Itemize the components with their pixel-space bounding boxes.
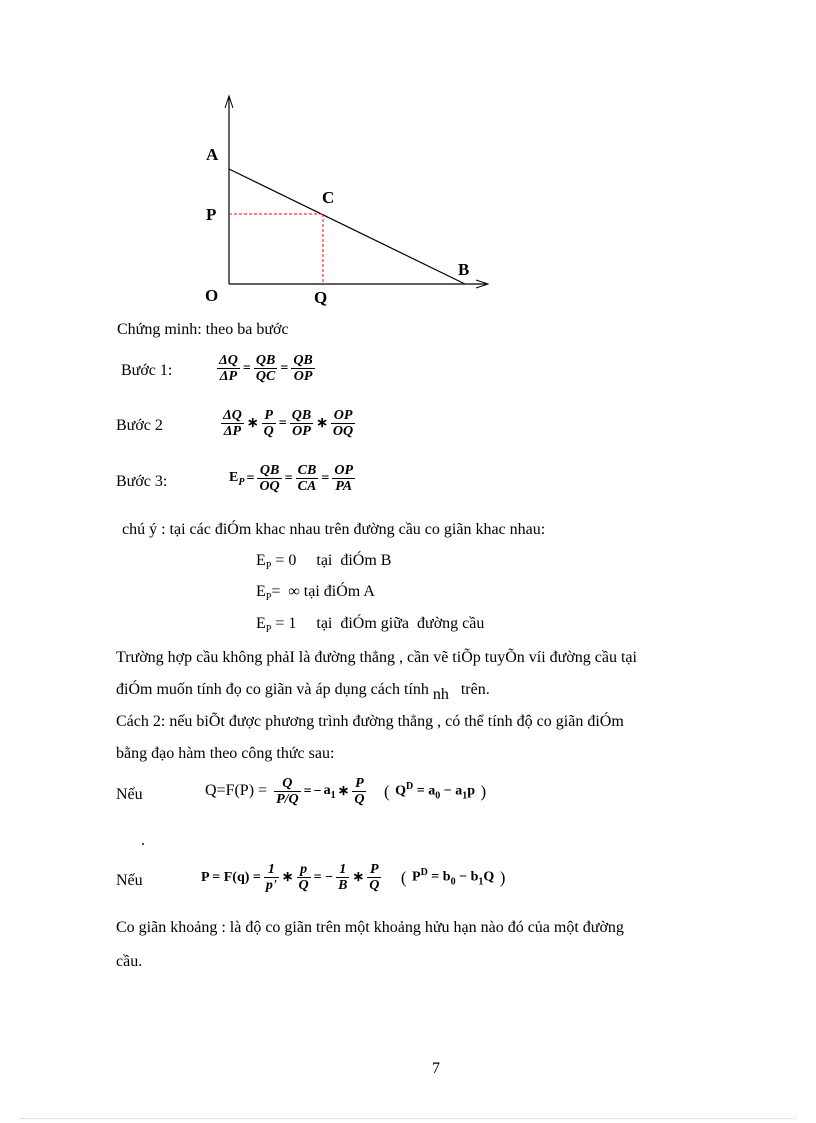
formula2-label: Nếu	[116, 872, 143, 889]
para1-line2: điÓm muốn tính đọ co giãn và áp dụng cách tính nh trên.	[116, 681, 490, 703]
separator-dot: .	[141, 832, 145, 849]
demand-graph	[200, 90, 500, 315]
label-Q: Q	[314, 288, 328, 307]
note-intro: chú ý : tại các điÓm khac nhau trên đường cầu co giãn khac nhau:	[122, 521, 546, 538]
para2-line1: Cách 2: nếu biÕt được phương trình đường thẳng , có thể tính độ co giãn điÓm	[116, 713, 624, 730]
label-O: O	[205, 286, 219, 305]
demand-line	[229, 169, 465, 284]
page-number: 7	[432, 1060, 440, 1077]
para1-line1: Trường hợp cầu không phảI là đường thẳng , cần vẽ tiÕp tuyÕn víi đường cầu tại	[116, 649, 637, 666]
step3-formula: $E_P$ = $\frac{QB}{OQ}$ = $\frac{CB}{CA}$ = $\frac{OP}{PA}$	[229, 463, 353, 494]
step1-label: Bước 1:	[121, 362, 173, 379]
footer-divider	[20, 1118, 796, 1119]
step3-label: Bước 3:	[116, 473, 168, 490]
para2-line2: bằng đạo hàm theo công thức sau:	[116, 745, 335, 762]
label-P: P	[206, 205, 217, 224]
para3-line1: Co giãn khoảng : là độ co giãn trên một khoảng hửu hạn nào đó của một đường	[116, 919, 624, 936]
label-B: B	[458, 260, 470, 279]
note-ep-infinity: $E_P=$ ∞ tại điÓm A	[256, 583, 375, 604]
label-C: C	[322, 188, 335, 207]
formula1-label: Nếu	[116, 786, 143, 803]
para3-line2: cầu.	[116, 953, 143, 970]
formula1: Q=F(P) = $\frac{Q}{P/Q}$ = − $a_1$ ∗ $\frac{P}{Q}$ ( $Q^D = a_0 - a_1p$ )	[205, 776, 487, 807]
note-ep-one: $E_P = 1$ tại điÓm giữa đường cầu	[256, 615, 485, 636]
formula2: P = F(q) = $\frac{1}{p'}$ ∗ $\frac{p}{Q}$ = − $\frac{1}{B}$ ∗ $\frac{P}{Q}$ ( $P^D = b_0 - b_1Q$ )	[201, 862, 506, 893]
step2-label: Bước 2	[116, 417, 163, 434]
step1-formula: $\frac{\Delta Q}{\Delta P}$ = $\frac{QB}{QC}$ = $\frac{QB}{OP}$	[219, 353, 313, 384]
proof-intro: Chứng minh: theo ba bước	[117, 321, 289, 338]
label-A: A	[206, 145, 219, 164]
note-ep-zero: $E_P = 0$ tại điÓm B	[256, 552, 392, 573]
step2-formula: $\frac{\Delta Q}{\Delta P}$ ∗ $\frac{P}{Q}$ = $\frac{QB}{OP}$ ∗ $\frac{OP}{OQ}$	[223, 408, 354, 439]
